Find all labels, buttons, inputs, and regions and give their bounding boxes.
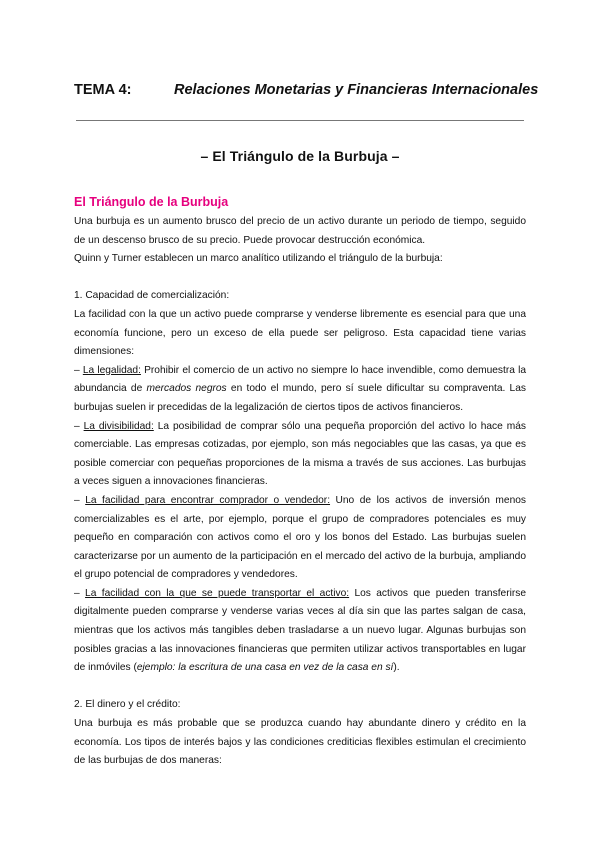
legalidad-term: La legalidad: (82, 364, 141, 376)
transporte-text-a: Los activos que pueden transferirse digitalmente pueden comprarse y venderse varias veces al día sin que las partes salgan de casa, mientras que los activos más tangibles deben trasladarse a un nuevo lugar. Algunas burbujas son posibles gracias a las innovaciones financieras que permiten utilizar activos transportables en lugar de inmóviles ( (74, 587, 526, 674)
spacer (74, 678, 526, 697)
comprador-text: Uno de los activos de inversión menos comercializables es el arte, por ejemplo, porque el grupo de compradores potenciales es muy pequeño en comparación con activos como el oro y los bonos del Estado. Las burbujas suelen caracterizarse por un aumento de la participación en el mercado del activo de la burbuja, ampliando el grupo potencial de compradores y vendedores. (74, 494, 526, 581)
transporte-text-b: ). (393, 662, 400, 674)
divisibilidad-paragraph (74, 418, 526, 492)
subject-title: Relaciones Monetarias y Financieras Internacionales (174, 82, 539, 98)
legalidad-text-a: Prohibir el comercio de un activo no siempre lo hace invendible, como demuestra la abundancia de (74, 364, 526, 395)
bullet-dash: – (74, 494, 80, 506)
divisibilidad-term: La divisibilidad: (83, 420, 154, 432)
comprador-term: La facilidad para encontrar comprador o vendedor: (85, 494, 331, 506)
transporte-paragraph (74, 585, 526, 678)
header-divider (76, 120, 524, 121)
transporte-term: La facilidad con la que se puede transportar el activo: (85, 587, 350, 599)
section-title: El Triángulo de la Burbuja (74, 195, 229, 209)
bullet-dash: – (74, 420, 80, 432)
topic-number: TEMA 4: (74, 82, 132, 98)
bullet-dash: – (74, 364, 80, 376)
legalidad-italic: mercados negros (146, 383, 227, 395)
legalidad-text-b: en todo el mundo, pero sí suele dificultar su compraventa. Las burbujas suelen ir precedidas de la legalización de ciertos tipos de activos financieros. (74, 383, 526, 413)
document-title: – El Triángulo de la Burbuja – (200, 148, 400, 164)
spacer (74, 269, 526, 288)
intro-framework-sentence: Quinn y Turner establecen un marco analítico utilizando el triángulo de la burbuja: (74, 253, 443, 265)
part1-heading: 1. Capacidad de comercialización: (74, 290, 230, 302)
intro-paragraph: Una burbuja es un aumento brusco del precio de un activo durante un periodo de tiempo, seguido de un descenso brusco de su precio. Puede provocar destrucción económica. (74, 216, 526, 246)
part1-intro: La facilidad con la que un activo puede comprarse y venderse libremente es esencial para que una economía funcione, pero un exceso de ella puede ser peligroso. Esta capacidad tiene varias dimensiones: (74, 308, 526, 358)
legalidad-paragraph (74, 362, 526, 418)
divisibilidad-text: La posibilidad de comprar sólo una pequeña proporción del activo lo hace más comerciable. Las empresas cotizadas, por ejemplo, son más negociables que las casas, ya que es posible comerciar con pequeñas proporciones de la misma a través de sus acciones. Las burbujas a veces siguen a innovaciones financieras. (74, 420, 526, 488)
part2-paragraph: Una burbuja es más probable que se produzca cuando hay abundante dinero y crédito en la economía. Los tipos de interés bajos y las condiciones crediticias flexibles estimulan el crecimiento de las burbujas de dos maneras: (74, 718, 526, 767)
transporte-italic: ejemplo: la escritura de una casa en vez de la casa en sí (136, 662, 394, 674)
part2-heading: 2. El dinero y el crédito: (74, 699, 181, 711)
document-body (74, 192, 526, 771)
comprador-paragraph (74, 492, 526, 585)
bullet-dash: – (74, 587, 80, 599)
